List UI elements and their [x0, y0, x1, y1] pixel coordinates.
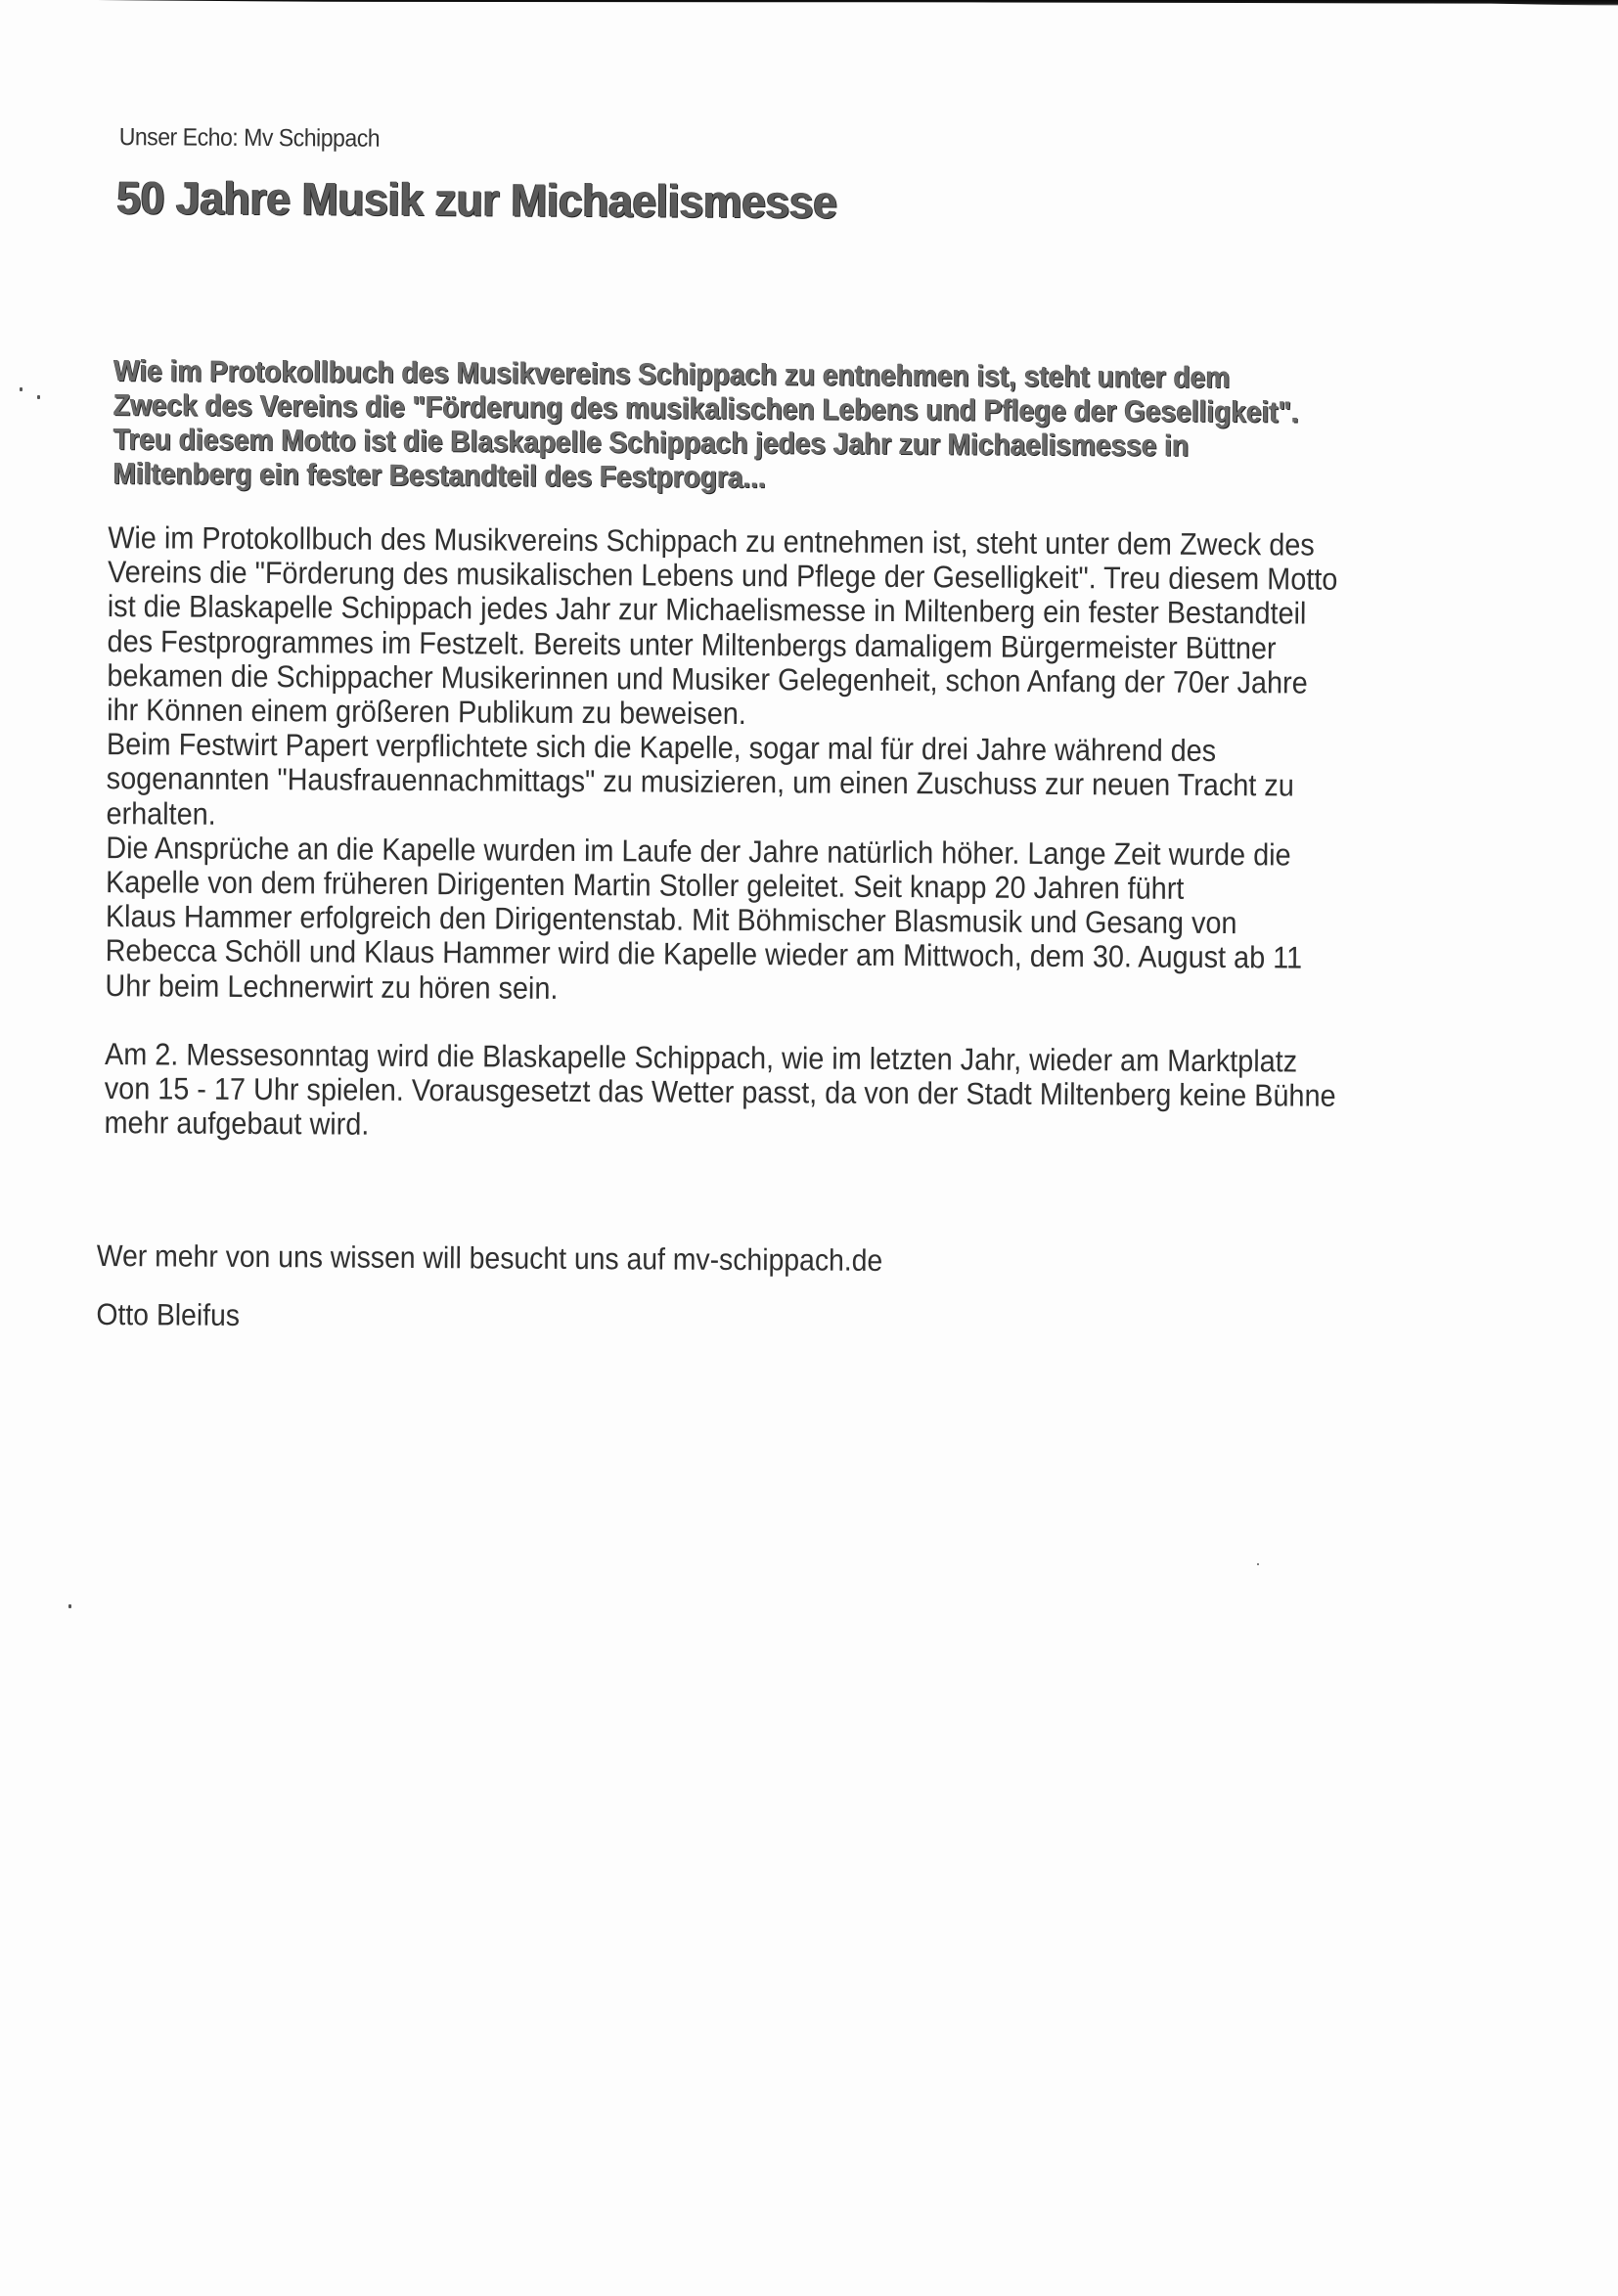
body-line: ist die Blaskapelle Schippach jedes Jahr zur Michaelismesse in Miltenberg ein fester Bestandteil — [107, 588, 1307, 631]
body-paragraph — [104, 1037, 1447, 1148]
lead-line: Treu diesem Motto ist die Blaskapelle Schippach jedes Jahr zur Michaelismesse in — [112, 423, 1190, 463]
page-title: 50 Jahre Musik zur Michaelismesse — [116, 171, 837, 228]
body-paragraph — [106, 727, 1449, 838]
body-line: Kapelle von dem früheren Dirigenten Martin Stoller geleitet. Seit knapp 20 Jahren führt — [105, 864, 1185, 906]
body-line: Die Ansprüche an die Kapelle wurden im Laufe der Jahre natürlich höher. Lange Zeit wurde die — [106, 829, 1291, 873]
article-body — [104, 520, 1450, 1148]
body-line: erhalten. — [106, 794, 216, 832]
body-line: des Festprogrammes im Festzelt. Bereits unter Miltenbergs damaligem Bürgermeister Büttner — [107, 622, 1277, 665]
body-line: Uhr beim Lechnerwirt zu hören sein. — [105, 967, 559, 1006]
body-paragraph — [107, 520, 1451, 736]
body-line: Vereins die "Förderung des musikalischen Lebens und Pflege der Geselligkeit". Treu diesem Motto — [107, 554, 1338, 597]
body-line: sogenannten "Hausfrauennachmittags" zu musizieren, um einen Zuschuss zur neuen Tracht zu — [106, 760, 1294, 803]
body-line: Klaus Hammer erfolgreich den Dirigentenstab. Mit Böhmischer Blasmusik und Gesang von — [105, 898, 1237, 941]
lead-line: Miltenberg ein fester Bestandteil des Festprogra... — [112, 457, 767, 495]
website-note: Wer mehr von uns wissen will besucht uns auf mv-schippach.de — [96, 1238, 883, 1278]
lead-line: Wie im Protokollbuch des Musikvereins Schippach zu entnehmen ist, steht unter dem — [113, 354, 1231, 395]
body-line: ihr Können einem größeren Publikum zu beweisen. — [107, 692, 746, 732]
author-signature: Otto Bleifus — [96, 1297, 241, 1332]
body-line: mehr aufgebaut wird. — [104, 1104, 370, 1142]
body-line: bekamen die Schippacher Musikerinnen und Musiker Gelegenheit, schon Anfang der 70er Jahre — [107, 656, 1308, 700]
body-line: Beim Festwirt Papert verpflichtete sich die Kapelle, sogar mal für drei Jahre während des — [106, 726, 1217, 769]
kicker: Unser Echo: Mv Schippach — [118, 123, 381, 153]
body-line: Am 2. Messesonntag wird die Blaskapelle Schippach, wie im letzten Jahr, wieder am Marktplatz — [104, 1035, 1298, 1079]
body-paragraph — [105, 831, 1449, 1011]
lead-line: Zweck des Vereins die "Förderung des musikalischen Lebens und Pflege der Geselligkeit". — [112, 388, 1299, 429]
body-line: von 15 - 17 Uhr spielen. Vorausgesetzt das Wetter passt, da von der Stadt Miltenberg keine Bühne — [104, 1070, 1336, 1113]
body-line: Rebecca Schöll und Klaus Hammer wird die Kapelle wieder am Mittwoch, dem 30. August ab 11 — [105, 932, 1303, 975]
body-line: Wie im Protokollbuch des Musikvereins Schippach zu entnehmen ist, steht unter dem Zweck des — [108, 519, 1315, 563]
lead-paragraph — [113, 354, 1446, 499]
